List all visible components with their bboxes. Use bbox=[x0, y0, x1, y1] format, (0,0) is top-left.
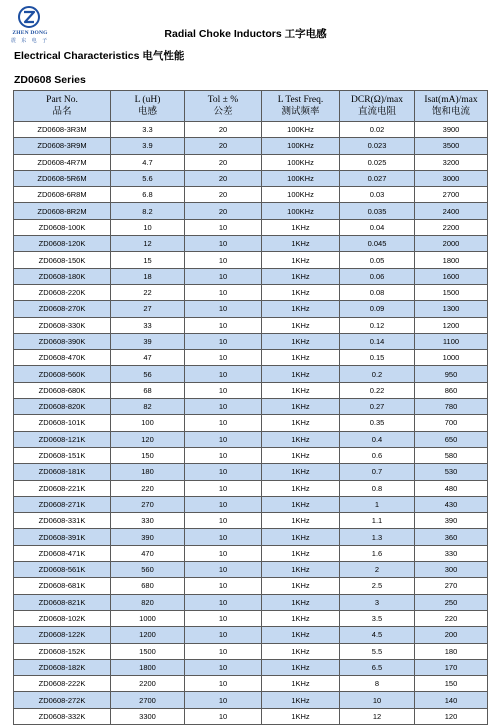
table-row bbox=[14, 431, 488, 447]
table-header-row bbox=[14, 91, 488, 122]
dcr-cell: 0.8 bbox=[340, 480, 415, 496]
table-row bbox=[14, 382, 488, 398]
test-freq-cell: 1KHz bbox=[262, 301, 340, 317]
isat-cell: 220 bbox=[415, 610, 488, 626]
section-heading: Electrical Characteristics 电气性能 bbox=[14, 50, 185, 62]
inductance-cell: 180 bbox=[111, 464, 185, 480]
table-row bbox=[14, 284, 488, 300]
dcr-cell: 3 bbox=[340, 594, 415, 610]
isat-cell: 270 bbox=[415, 578, 488, 594]
test-freq-cell: 1KHz bbox=[262, 708, 340, 724]
tolerance-cell: 10 bbox=[185, 431, 262, 447]
inductance-cell: 3.9 bbox=[111, 138, 185, 154]
test-freq-cell: 1KHz bbox=[262, 529, 340, 545]
part-no-cell: ZD0608-681K bbox=[14, 578, 111, 594]
tolerance-cell: 20 bbox=[185, 154, 262, 170]
dcr-cell: 1.6 bbox=[340, 545, 415, 561]
part-no-cell: ZD0608-271K bbox=[14, 496, 111, 512]
dcr-cell: 10 bbox=[340, 692, 415, 708]
test-freq-cell: 1KHz bbox=[262, 366, 340, 382]
inductance-cell: 68 bbox=[111, 382, 185, 398]
test-freq-cell: 100KHz bbox=[262, 170, 340, 186]
isat-cell: 3500 bbox=[415, 138, 488, 154]
test-freq-cell: 1KHz bbox=[262, 627, 340, 643]
dcr-cell: 1.1 bbox=[340, 513, 415, 529]
header-part-no: Part No. 品名 bbox=[14, 91, 111, 122]
isat-cell: 1100 bbox=[415, 333, 488, 349]
dcr-cell: 0.09 bbox=[340, 301, 415, 317]
dcr-cell: 0.12 bbox=[340, 317, 415, 333]
dcr-cell: 0.14 bbox=[340, 333, 415, 349]
header-isat: Isat(mA)/max 饱和电流 bbox=[415, 91, 488, 122]
test-freq-cell: 1KHz bbox=[262, 480, 340, 496]
part-no-cell: ZD0608-391K bbox=[14, 529, 111, 545]
part-no-cell: ZD0608-150K bbox=[14, 252, 111, 268]
part-no-cell: ZD0608-821K bbox=[14, 594, 111, 610]
table-row bbox=[14, 236, 488, 252]
dcr-cell: 0.05 bbox=[340, 252, 415, 268]
dcr-cell: 0.03 bbox=[340, 187, 415, 203]
part-no-cell: ZD0608-270K bbox=[14, 301, 111, 317]
part-no-cell: ZD0608-180K bbox=[14, 268, 111, 284]
tolerance-cell: 10 bbox=[185, 268, 262, 284]
table-row bbox=[14, 610, 488, 626]
test-freq-cell: 1KHz bbox=[262, 610, 340, 626]
tolerance-cell: 10 bbox=[185, 562, 262, 578]
table-row bbox=[14, 122, 488, 138]
table-row bbox=[14, 676, 488, 692]
test-freq-cell: 1KHz bbox=[262, 284, 340, 300]
isat-cell: 1300 bbox=[415, 301, 488, 317]
tolerance-cell: 20 bbox=[185, 138, 262, 154]
test-freq-cell: 1KHz bbox=[262, 594, 340, 610]
isat-cell: 360 bbox=[415, 529, 488, 545]
isat-cell: 150 bbox=[415, 676, 488, 692]
isat-cell: 3000 bbox=[415, 170, 488, 186]
part-no-cell: ZD0608-100K bbox=[14, 219, 111, 235]
part-no-cell: ZD0608-820K bbox=[14, 399, 111, 415]
tolerance-cell: 10 bbox=[185, 708, 262, 724]
table-row bbox=[14, 562, 488, 578]
tolerance-cell: 10 bbox=[185, 692, 262, 708]
isat-cell: 120 bbox=[415, 708, 488, 724]
test-freq-cell: 1KHz bbox=[262, 692, 340, 708]
tolerance-cell: 10 bbox=[185, 317, 262, 333]
part-no-cell: ZD0608-182K bbox=[14, 659, 111, 675]
test-freq-cell: 100KHz bbox=[262, 122, 340, 138]
inductance-cell: 27 bbox=[111, 301, 185, 317]
isat-cell: 2700 bbox=[415, 187, 488, 203]
part-no-cell: ZD0608-220K bbox=[14, 284, 111, 300]
isat-cell: 390 bbox=[415, 513, 488, 529]
tolerance-cell: 10 bbox=[185, 415, 262, 431]
isat-cell: 250 bbox=[415, 594, 488, 610]
dcr-cell: 1 bbox=[340, 496, 415, 512]
dcr-cell: 0.27 bbox=[340, 399, 415, 415]
isat-cell: 2000 bbox=[415, 236, 488, 252]
inductance-cell: 47 bbox=[111, 350, 185, 366]
isat-cell: 2200 bbox=[415, 219, 488, 235]
table-row bbox=[14, 529, 488, 545]
tolerance-cell: 10 bbox=[185, 301, 262, 317]
dcr-cell: 4.5 bbox=[340, 627, 415, 643]
table-row bbox=[14, 350, 488, 366]
dcr-cell: 0.045 bbox=[340, 236, 415, 252]
inductance-cell: 330 bbox=[111, 513, 185, 529]
isat-cell: 170 bbox=[415, 659, 488, 675]
isat-cell: 430 bbox=[415, 496, 488, 512]
table-row bbox=[14, 415, 488, 431]
tolerance-cell: 10 bbox=[185, 676, 262, 692]
dcr-cell: 2.5 bbox=[340, 578, 415, 594]
part-no-cell: ZD0608-330K bbox=[14, 317, 111, 333]
dcr-cell: 0.04 bbox=[340, 219, 415, 235]
isat-cell: 3200 bbox=[415, 154, 488, 170]
dcr-cell: 0.22 bbox=[340, 382, 415, 398]
isat-cell: 530 bbox=[415, 464, 488, 480]
dcr-cell: 0.06 bbox=[340, 268, 415, 284]
part-no-cell: ZD0608-471K bbox=[14, 545, 111, 561]
table-row bbox=[14, 545, 488, 561]
page-title: Radial Choke Inductors 工字电感 bbox=[164, 28, 327, 40]
header-tolerance: Tol ± % 公差 bbox=[185, 91, 262, 122]
tolerance-cell: 10 bbox=[185, 594, 262, 610]
inductance-cell: 390 bbox=[111, 529, 185, 545]
inductance-cell: 220 bbox=[111, 480, 185, 496]
table-row bbox=[14, 447, 488, 463]
isat-cell: 1500 bbox=[415, 284, 488, 300]
inductance-cell: 6.8 bbox=[111, 187, 185, 203]
test-freq-cell: 1KHz bbox=[262, 643, 340, 659]
table-row bbox=[14, 252, 488, 268]
test-freq-cell: 1KHz bbox=[262, 333, 340, 349]
dcr-cell: 3.5 bbox=[340, 610, 415, 626]
tolerance-cell: 10 bbox=[185, 480, 262, 496]
inductance-cell: 33 bbox=[111, 317, 185, 333]
table-row bbox=[14, 154, 488, 170]
tolerance-cell: 10 bbox=[185, 366, 262, 382]
test-freq-cell: 100KHz bbox=[262, 203, 340, 219]
test-freq-cell: 1KHz bbox=[262, 578, 340, 594]
dcr-cell: 0.035 bbox=[340, 203, 415, 219]
test-freq-cell: 100KHz bbox=[262, 138, 340, 154]
table-row bbox=[14, 578, 488, 594]
part-no-cell: ZD0608-390K bbox=[14, 333, 111, 349]
inductance-cell: 820 bbox=[111, 594, 185, 610]
tolerance-cell: 10 bbox=[185, 252, 262, 268]
isat-cell: 200 bbox=[415, 627, 488, 643]
part-no-cell: ZD0608-221K bbox=[14, 480, 111, 496]
inductance-cell: 270 bbox=[111, 496, 185, 512]
test-freq-cell: 1KHz bbox=[262, 496, 340, 512]
table-row bbox=[14, 496, 488, 512]
part-no-cell: ZD0608-120K bbox=[14, 236, 111, 252]
tolerance-cell: 10 bbox=[185, 382, 262, 398]
inductance-cell: 82 bbox=[111, 399, 185, 415]
inductance-cell: 3.3 bbox=[111, 122, 185, 138]
inductance-cell: 100 bbox=[111, 415, 185, 431]
inductance-cell: 22 bbox=[111, 284, 185, 300]
inductance-cell: 56 bbox=[111, 366, 185, 382]
inductance-cell: 150 bbox=[111, 447, 185, 463]
tolerance-cell: 10 bbox=[185, 350, 262, 366]
test-freq-cell: 1KHz bbox=[262, 399, 340, 415]
isat-cell: 140 bbox=[415, 692, 488, 708]
table-row bbox=[14, 464, 488, 480]
table-row bbox=[14, 366, 488, 382]
test-freq-cell: 1KHz bbox=[262, 252, 340, 268]
part-no-cell: ZD0608-4R7M bbox=[14, 154, 111, 170]
tolerance-cell: 10 bbox=[185, 643, 262, 659]
test-freq-cell: 1KHz bbox=[262, 219, 340, 235]
table-row bbox=[14, 301, 488, 317]
tolerance-cell: 10 bbox=[185, 610, 262, 626]
table-row bbox=[14, 317, 488, 333]
table-row bbox=[14, 513, 488, 529]
isat-cell: 1000 bbox=[415, 350, 488, 366]
tolerance-cell: 10 bbox=[185, 284, 262, 300]
tolerance-cell: 10 bbox=[185, 447, 262, 463]
isat-cell: 2400 bbox=[415, 203, 488, 219]
table-body bbox=[14, 122, 488, 725]
tolerance-cell: 10 bbox=[185, 333, 262, 349]
part-no-cell: ZD0608-102K bbox=[14, 610, 111, 626]
dcr-cell: 8 bbox=[340, 676, 415, 692]
dcr-cell: 0.35 bbox=[340, 415, 415, 431]
inductance-cell: 470 bbox=[111, 545, 185, 561]
tolerance-cell: 10 bbox=[185, 578, 262, 594]
part-no-cell: ZD0608-121K bbox=[14, 431, 111, 447]
inductance-cell: 18 bbox=[111, 268, 185, 284]
inductance-cell: 5.6 bbox=[111, 170, 185, 186]
inductance-cell: 12 bbox=[111, 236, 185, 252]
header-inductance: L (uH) 电感 bbox=[111, 91, 185, 122]
tolerance-cell: 10 bbox=[185, 627, 262, 643]
part-no-cell: ZD0608-152K bbox=[14, 643, 111, 659]
inductance-cell: 2700 bbox=[111, 692, 185, 708]
part-no-cell: ZD0608-181K bbox=[14, 464, 111, 480]
isat-cell: 1800 bbox=[415, 252, 488, 268]
isat-cell: 1200 bbox=[415, 317, 488, 333]
table-row bbox=[14, 659, 488, 675]
dcr-cell: 0.027 bbox=[340, 170, 415, 186]
dcr-cell: 0.08 bbox=[340, 284, 415, 300]
isat-cell: 860 bbox=[415, 382, 488, 398]
table-row bbox=[14, 170, 488, 186]
isat-cell: 1600 bbox=[415, 268, 488, 284]
inductance-cell: 3300 bbox=[111, 708, 185, 724]
test-freq-cell: 1KHz bbox=[262, 545, 340, 561]
table-row bbox=[14, 399, 488, 415]
table-row bbox=[14, 594, 488, 610]
inductance-cell: 8.2 bbox=[111, 203, 185, 219]
test-freq-cell: 1KHz bbox=[262, 447, 340, 463]
part-no-cell: ZD0608-561K bbox=[14, 562, 111, 578]
part-no-cell: ZD0608-8R2M bbox=[14, 203, 111, 219]
table-row bbox=[14, 187, 488, 203]
test-freq-cell: 100KHz bbox=[262, 187, 340, 203]
header-dcr: DCR(Ω)/max 直流电阻 bbox=[340, 91, 415, 122]
tolerance-cell: 10 bbox=[185, 659, 262, 675]
part-no-cell: ZD0608-222K bbox=[14, 676, 111, 692]
logo-name: ZHEN DONG bbox=[12, 30, 48, 36]
dcr-cell: 0.7 bbox=[340, 464, 415, 480]
tolerance-cell: 10 bbox=[185, 513, 262, 529]
inductance-cell: 39 bbox=[111, 333, 185, 349]
isat-cell: 330 bbox=[415, 545, 488, 561]
part-no-cell: ZD0608-101K bbox=[14, 415, 111, 431]
spec-table bbox=[13, 90, 488, 725]
tolerance-cell: 10 bbox=[185, 399, 262, 415]
table-row bbox=[14, 333, 488, 349]
test-freq-cell: 1KHz bbox=[262, 350, 340, 366]
isat-cell: 3900 bbox=[415, 122, 488, 138]
inductance-cell: 120 bbox=[111, 431, 185, 447]
part-no-cell: ZD0608-6R8M bbox=[14, 187, 111, 203]
test-freq-cell: 1KHz bbox=[262, 562, 340, 578]
part-no-cell: ZD0608-151K bbox=[14, 447, 111, 463]
inductance-cell: 4.7 bbox=[111, 154, 185, 170]
dcr-cell: 2 bbox=[340, 562, 415, 578]
table-row bbox=[14, 203, 488, 219]
tolerance-cell: 10 bbox=[185, 219, 262, 235]
tolerance-cell: 20 bbox=[185, 187, 262, 203]
inductance-cell: 1500 bbox=[111, 643, 185, 659]
part-no-cell: ZD0608-331K bbox=[14, 513, 111, 529]
tolerance-cell: 10 bbox=[185, 529, 262, 545]
test-freq-cell: 1KHz bbox=[262, 317, 340, 333]
dcr-cell: 1.3 bbox=[340, 529, 415, 545]
tolerance-cell: 20 bbox=[185, 203, 262, 219]
test-freq-cell: 1KHz bbox=[262, 676, 340, 692]
part-no-cell: ZD0608-5R6M bbox=[14, 170, 111, 186]
series-heading: ZD0608 Series bbox=[14, 74, 86, 86]
dcr-cell: 5.5 bbox=[340, 643, 415, 659]
test-freq-cell: 100KHz bbox=[262, 154, 340, 170]
tolerance-cell: 20 bbox=[185, 122, 262, 138]
table-row bbox=[14, 219, 488, 235]
logo-subtitle: 震 东 电 子 bbox=[10, 38, 50, 44]
part-no-cell: ZD0608-680K bbox=[14, 382, 111, 398]
dcr-cell: 0.15 bbox=[340, 350, 415, 366]
dcr-cell: 6.5 bbox=[340, 659, 415, 675]
tolerance-cell: 10 bbox=[185, 496, 262, 512]
inductance-cell: 680 bbox=[111, 578, 185, 594]
tolerance-cell: 10 bbox=[185, 464, 262, 480]
test-freq-cell: 1KHz bbox=[262, 513, 340, 529]
inductance-cell: 10 bbox=[111, 219, 185, 235]
table-row bbox=[14, 692, 488, 708]
dcr-cell: 0.2 bbox=[340, 366, 415, 382]
inductance-cell: 560 bbox=[111, 562, 185, 578]
test-freq-cell: 1KHz bbox=[262, 268, 340, 284]
table-row bbox=[14, 480, 488, 496]
part-no-cell: ZD0608-122K bbox=[14, 627, 111, 643]
isat-cell: 180 bbox=[415, 643, 488, 659]
isat-cell: 580 bbox=[415, 447, 488, 463]
table-row bbox=[14, 627, 488, 643]
inductance-cell: 1200 bbox=[111, 627, 185, 643]
tolerance-cell: 20 bbox=[185, 170, 262, 186]
inductance-cell: 1800 bbox=[111, 659, 185, 675]
inductance-cell: 2200 bbox=[111, 676, 185, 692]
table-row bbox=[14, 268, 488, 284]
part-no-cell: ZD0608-470K bbox=[14, 350, 111, 366]
part-no-cell: ZD0608-272K bbox=[14, 692, 111, 708]
part-no-cell: ZD0608-3R9M bbox=[14, 138, 111, 154]
test-freq-cell: 1KHz bbox=[262, 659, 340, 675]
isat-cell: 300 bbox=[415, 562, 488, 578]
test-freq-cell: 1KHz bbox=[262, 236, 340, 252]
inductance-cell: 15 bbox=[111, 252, 185, 268]
isat-cell: 480 bbox=[415, 480, 488, 496]
table-row bbox=[14, 708, 488, 724]
header-test-freq: L Test Freq. 测试频率 bbox=[262, 91, 340, 122]
tolerance-cell: 10 bbox=[185, 236, 262, 252]
dcr-cell: 0.4 bbox=[340, 431, 415, 447]
test-freq-cell: 1KHz bbox=[262, 415, 340, 431]
part-no-cell: ZD0608-560K bbox=[14, 366, 111, 382]
part-no-cell: ZD0608-332K bbox=[14, 708, 111, 724]
dcr-cell: 0.02 bbox=[340, 122, 415, 138]
test-freq-cell: 1KHz bbox=[262, 464, 340, 480]
inductance-cell: 1000 bbox=[111, 610, 185, 626]
dcr-cell: 0.025 bbox=[340, 154, 415, 170]
table-row bbox=[14, 138, 488, 154]
isat-cell: 700 bbox=[415, 415, 488, 431]
test-freq-cell: 1KHz bbox=[262, 382, 340, 398]
dcr-cell: 0.6 bbox=[340, 447, 415, 463]
dcr-cell: 0.023 bbox=[340, 138, 415, 154]
isat-cell: 780 bbox=[415, 399, 488, 415]
test-freq-cell: 1KHz bbox=[262, 431, 340, 447]
isat-cell: 650 bbox=[415, 431, 488, 447]
table-row bbox=[14, 643, 488, 659]
isat-cell: 950 bbox=[415, 366, 488, 382]
tolerance-cell: 10 bbox=[185, 545, 262, 561]
dcr-cell: 12 bbox=[340, 708, 415, 724]
part-no-cell: ZD0608-3R3M bbox=[14, 122, 111, 138]
zd-logo-icon bbox=[18, 6, 40, 28]
